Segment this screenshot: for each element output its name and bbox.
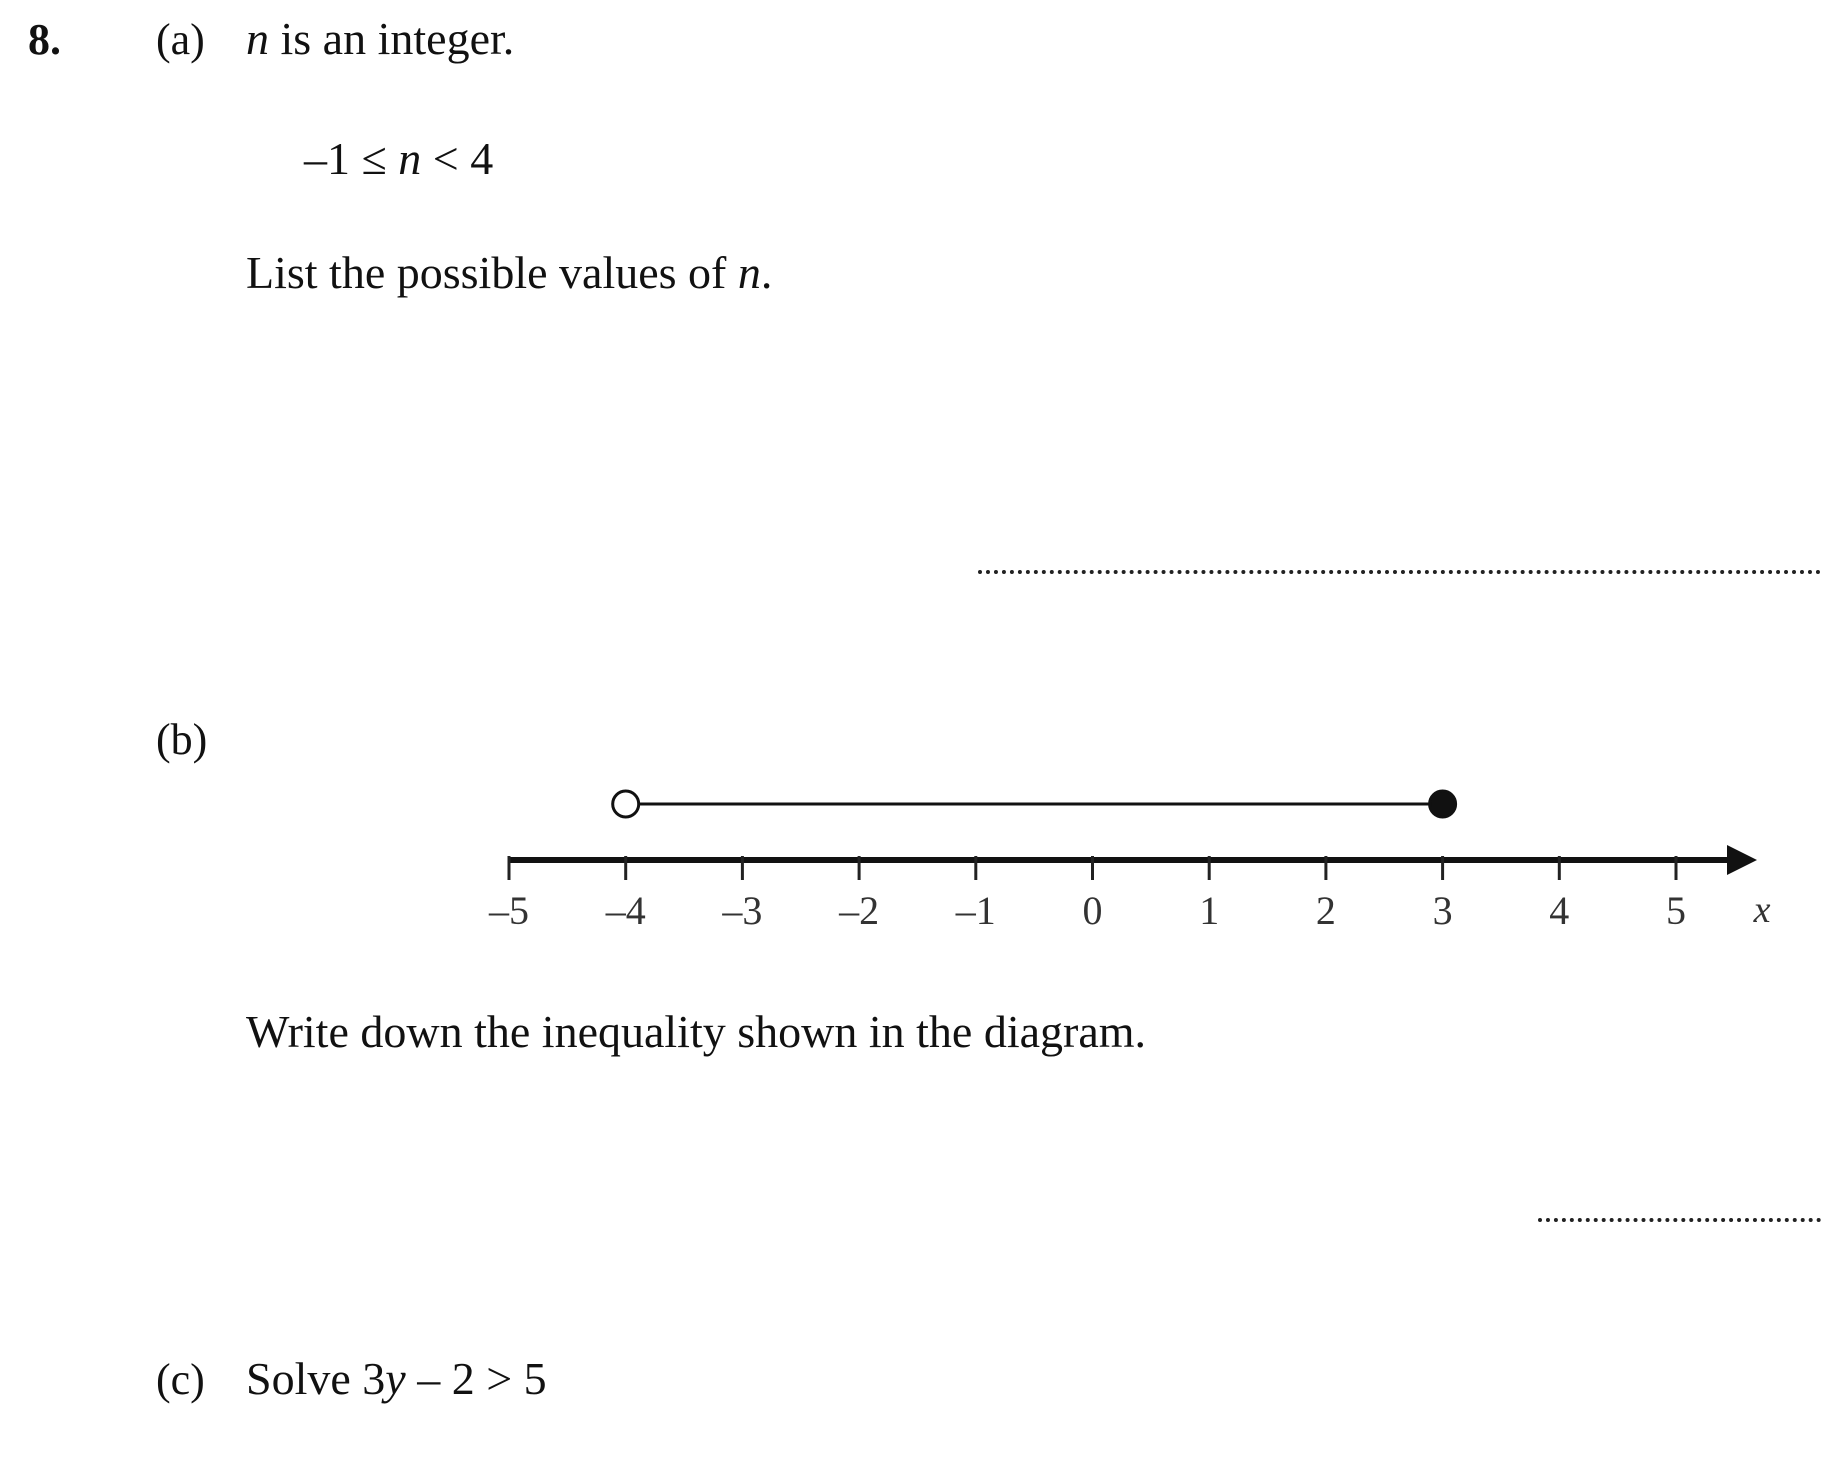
part-a-stem-text: is an integer.	[269, 13, 515, 64]
inequality-right: < 4	[421, 133, 494, 184]
tick-label: 5	[1666, 888, 1686, 933]
answer-line-b[interactable]	[1538, 1218, 1821, 1222]
open-endpoint	[613, 791, 639, 817]
axis-arrow	[1727, 845, 1757, 875]
question-number: 8.	[28, 15, 61, 64]
part-a-label: (a)	[156, 15, 205, 64]
part-a-instruction-variable: n	[737, 247, 761, 298]
part-c-label: (c)	[156, 1355, 205, 1404]
tick-label: –2	[839, 888, 880, 933]
tick-label: 4	[1549, 888, 1570, 933]
tick-label: 0	[1082, 888, 1103, 933]
part-a-instruction-end: .	[760, 247, 773, 298]
tick-label: 1	[1199, 888, 1220, 933]
part-c-variable: y	[385, 1353, 406, 1404]
part-a-stem-variable: n	[246, 13, 269, 64]
part-b-instruction: Write down the inequality shown in the diagram.	[246, 1006, 1147, 1057]
tick-label: 2	[1315, 888, 1336, 933]
inequality-left: –1 ≤	[304, 133, 399, 184]
inequality-variable: n	[398, 133, 422, 184]
tick-label: –3	[722, 888, 763, 933]
axis-variable-label: x	[1753, 889, 1771, 931]
closed-endpoint	[1430, 791, 1456, 817]
tick-label: –1	[955, 888, 996, 933]
tick-label: 3	[1432, 888, 1453, 933]
tick-label: –5	[489, 888, 529, 933]
part-c-text-post: – 2 > 5	[405, 1353, 547, 1404]
part-c-text	[246, 1352, 547, 1405]
tick-label: –4	[605, 888, 646, 933]
part-c-text-pre: Solve 3	[246, 1353, 386, 1404]
part-a-instruction-text: List the possible values of	[246, 247, 738, 298]
part-b-label: (b)	[156, 715, 208, 764]
